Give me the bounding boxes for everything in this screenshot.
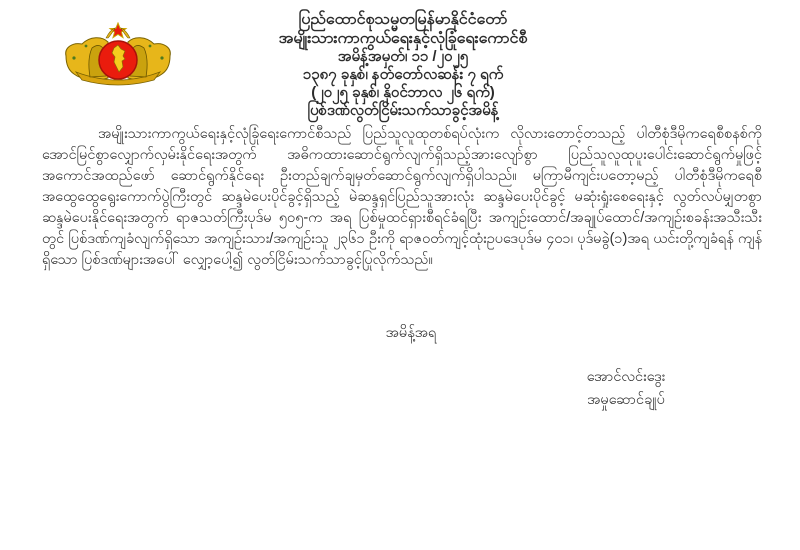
signature-block: [504, 366, 748, 412]
signatory-title: အမှုဆောင်ချုပ်: [587, 392, 665, 408]
signatory-name: အောင်လင်းဒွေး: [586, 369, 666, 385]
header-line-council: အမျိုးသားကာကွယ်ရေးနှင့်လုံခြုံရေးကောင်စီ: [278, 30, 528, 47]
header-line-order-number: အမိန့်အမှတ်၊ ၁၁ /၂၀၂၅: [337, 48, 469, 65]
header-line-country: ပြည်ထောင်စုသမ္မတမြန်မာနိုင်ငံတော်: [298, 11, 508, 28]
body-paragraph: အမျိုးသားကာကွယ်ရေးနှင့်လုံခြုံရေးကောင်စီသည် ပြည်သူလူထုတစ်ရပ်လုံးက လိုလားတောင့်တသည့် ပါတီစုံဒီမိုကရေစီစနစ်ကို အောင်မြင်စွာလျှောက်လှမ်းနိုင်ရေးအတွက် အဓိကထားဆောင်ရွက်လျက်ရှိသည့်အားလျော်စွာ ပြည်သူလူထုပူးပေါင်းဆောင်ရွက်မှုဖြင့် အကောင်အထည်ဖော် ဆောင်ရွက်နိုင်ရေး ဦးတည်ချက်ချမှတ်ဆောင်ရွက်လျက်ရှိပါသည်။ မကြာမီကျင်းပတော့မည့် ပါတီစုံဒီမိုကရေစီ အထွေထွေရွေးကောက်ပွဲကြီးတွင် ဆန္ဒမဲပေးပိုင်ခွင့်ရှိသည့် မဲဆန္ဒရှင်ပြည်သူအားလုံး ဆန္ဒမဲပေးပိုင်ခွင့် မဆုံးရှုံးစေရေးနှင့် လွတ်လပ်မျှတစွာ ဆန္ဒမဲပေးနိုင်ရေးအတွက် ရာဇသတ်ကြီးပုဒ်မ ၅၀၅-က အရ ပြစ်မှုထင်ရှားစီရင်ခံရပြီး အကျဉ်းထောင်/အချုပ်ထောင်/အကျဉ်းစခန်းအသီးသီးတွင် ပြစ်ဒဏ်ကျခံလျက်ရှိသော အကျဉ်းသား/အကျဉ်းသူ ၂၃၆၁ ဦးကို ရာဇဝတ်ကျင့်ထုံးဥပဒေပုဒ်မ ၄၀၁၊ ပုဒ်မခွဲ(၁)အရ ယင်းတို့ကျခံရန် ကျန်ရှိသော ပြစ်ဒဏ်များအပေါ် လျှော့ပေါ့၍ လွတ်ငြိမ်းသက်သာခွင့်ပြုလိုက်သည်။: [42, 126, 762, 268]
header-line-order-title: ပြစ်ဒဏ်လွတ်ငြိမ်းသက်သာခွင့်အမိန့်: [307, 102, 499, 119]
header-line-gregorian-date: (၂၀၂၅ ခုနှစ်၊ နိုဝင်ဘာလ ၂၆ ရက်): [311, 84, 495, 101]
header-line-myanmar-date: ၁၃၈၇ ခုနှစ်၊ နတ်တော်လဆန်း ၇ ရက်: [302, 66, 504, 83]
document-header: [0, 10, 800, 120]
by-order-label: အမိန့်အရ: [385, 325, 437, 341]
